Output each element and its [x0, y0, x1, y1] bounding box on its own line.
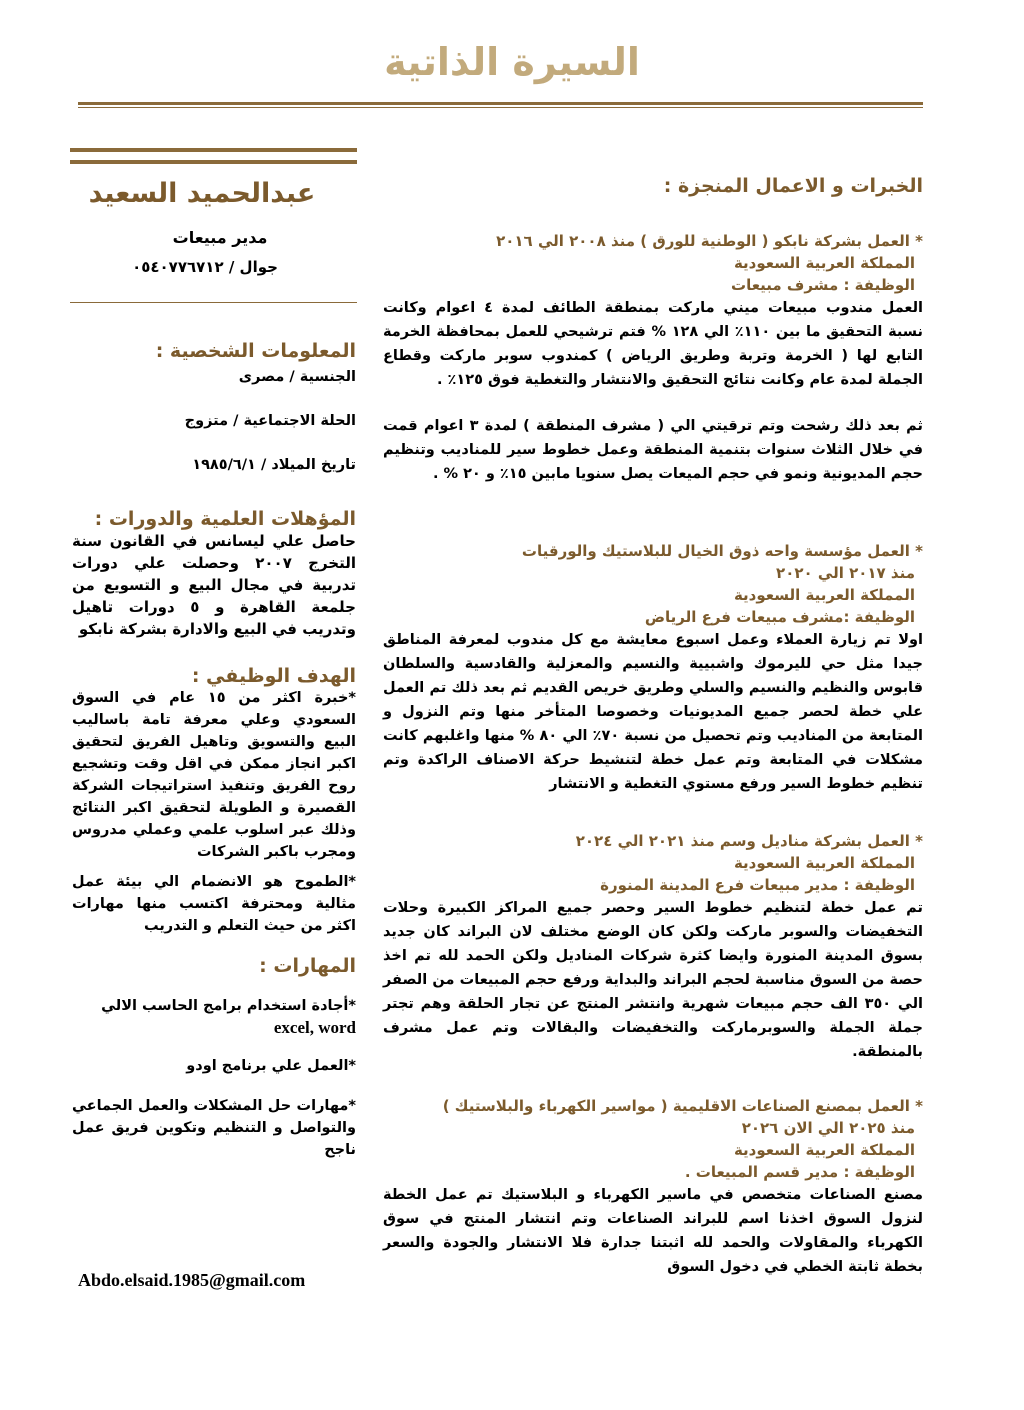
page-title: السيرة الذاتية — [384, 40, 640, 84]
skill-item: *أجادة استخدام برامج الحاسب الالي — [101, 998, 356, 1014]
objective-paragraph: *الطموح هو الانضمام الي بيئة عمل مثالية ومحترفة اكتسب منها مهارات اكثر من حيث التعلم و التدريب — [72, 874, 356, 934]
job-description: اولا تم زيارة العملاء وعمل اسبوع معايشة مع كل مندوب لمعرفة المناطق جيدا مثل حي لليرموك واشبيية والنسيم والمعزلية والقادسية والسلطان قابوس والنظيم والنسيم والسلي وطريق خريص القديم ثم بعد ذلك تم العمل علي خطة لحصر جميع المديونيات وخصوصا المتأخر منها وتم النزول و المتابعة من المناديب وتم تحصيل من نسبة ٧٠٪ الي ٨٠ % منها واغلبهم كانت مشكلات في المتابعة وتم عمل خطة لتنشيط حركة الاصناف الراكدة وتم تنظيم خطوط السير ورفع مستوي التغطية و الانتشار — [383, 632, 923, 792]
job-role: الوظيفة : مدير مبيعات فرع المدينة المنورة — [600, 876, 915, 894]
job-description: العمل مندوب مبيعات ميني ماركت بمنطقة الطائف لمدة ٤ اعوام وكانت نسبة التحقيق ما بين ١١٠٪ الي ١٢٨ % فتم ترشيحي للعمل بمحافظة الخرمة التابع لها ( الخرمة وتربة وطريق الرياض ) كمندوب سوبر ماركت وقطاع الجملة لمدة عام وكانت نتائج التحقيق والانتشار والتغطية فوق ١٢٥٪ . — [383, 300, 924, 388]
sidebar-divider — [70, 302, 357, 303]
objective-paragraph: *خبرة اكثر من ١٥ عام في السوق السعودي وعلي معرفة تامة باساليب البيع والتسويق وتاهيل الفريق لتحقيق اكبر انجاز ممكن في اقل وقت وتشجيع روح الفريق وتنفيذ استراتيجات الشركة القصيرة و الطويلة لتحقيق اكبر النتائج وذلك عبر اسلوب علمي وعملي مدروس ومجرب باكبر الشركات — [72, 690, 357, 860]
job-header: * العمل بشركة نابكو ( الوطنية للورق ) منذ ٢٠٠٨ الي ٢٠١٦ — [496, 232, 923, 250]
marital-status: الحلة الاجتماعية / متزوج — [184, 413, 356, 429]
sidebar-divider — [70, 160, 357, 164]
job-country: المملكة العربية السعودية — [733, 586, 915, 604]
candidate-job-title: مدير مبيعات — [172, 228, 268, 247]
job-entry — [383, 830, 923, 1064]
section-heading: المعلومات الشخصية : — [155, 340, 356, 362]
title-divider — [78, 102, 923, 105]
job-description: مصنع الصناعات متخصص في ماسير الكهرباء و البلاستيك تم عمل الخطة لنزول السوق اخذنا اسم للبراند الصناعات وتم انتشار المنتج في سوق الكهرباء والمقاولات والحمد لله اثبتنا جدارة فلا الانتشار والجودة والسعر بخطة ثابتة الخطي في دخول السوق — [383, 1187, 923, 1275]
job-description: تم عمل خطة لتنظيم خطوط السير وحصر جميع المراكز الكبيرة وحلات التخفيضات والسوبر ماركت ولكن كان الوضع مختلف لان البراند كان جديد بسوق المدينة المنورة وايضا كثرة شركات المناديل ولكن الحمد لله تم اخذ حصة من السوق مناسبة لحجم البراند والبداية ورفع حجم المبيعات من الصفر الي ٣٥٠ الف حجم مبيعات شهرية وانتشر المنتج عن تجار الحلقة وهم تجتر جملة الجملة والسوبرماركت والتخفيضات والبقالات وتم عمل مشرف بالمنطقة. — [383, 900, 923, 1060]
personal-info-section — [72, 340, 356, 476]
sidebar-divider — [70, 148, 357, 152]
section-heading: الهدف الوظيفي : — [191, 665, 356, 687]
job-period: منذ ٢٠١٧ الي ٢٠٢٠ — [776, 564, 915, 582]
experience-heading: الخبرات و الاعمال المنجزة : — [663, 175, 923, 197]
job-role: الوظيفة : مشرف مبيعات — [731, 276, 915, 294]
skills-section — [72, 955, 356, 1161]
title-divider-thin — [78, 107, 923, 108]
birth-date: تاريخ الميلاد / ١٩٨٥/٦/١ — [192, 457, 356, 473]
candidate-phone: جوال / ٠٥٤٠٧٧٦٧١٢ — [132, 258, 278, 276]
nationality: الجنسية / مصرى — [238, 369, 356, 385]
job-description: ثم بعد ذلك رشحت وتم ترقيتي الي ( مشرف المنطقة ) لمدة ٣ اعوام قمت في خلال الثلاث سنوات بتنمية المنطقة وعمل خطوط سير للمناديب وتنظيم حجم المديونية ونمو في حجم الميعات يصل سنويا مابين ١٥٪ و ٢٠ % . — [383, 418, 923, 482]
job-entry — [383, 1095, 923, 1279]
job-header: * العمل بشركة مناديل وسم منذ ٢٠٢١ الي ٢٠٢٤ — [575, 832, 923, 850]
job-role: الوظيفة : مدير قسم المبيعات . — [684, 1163, 915, 1181]
job-country: المملكة العربية السعودية — [733, 854, 915, 872]
job-header: * العمل مؤسسة واحه ذوق الخيال للبلاستيك والورقيات — [521, 542, 923, 560]
job-header: * العمل بمصنع الصناعات الاقليمية ( مواسير الكهرباء والبلاستيك ) — [442, 1097, 923, 1115]
job-entry — [383, 230, 924, 486]
education-text: حاصل علي ليسانس في القانون سنة التخرج ٢٠٠٧ وحصلت علي دورات تدربية في مجال البيع و التسويع من جلمعة القاهرة و ٥ دورات تاهيل وتدريب في البيع والادارة بشركة نابكو — [72, 532, 357, 638]
education-section — [72, 508, 356, 640]
job-period: منذ ٢٠٢٥ الي الان ٢٠٢٦ — [741, 1119, 915, 1137]
email-link[interactable]: Abdo.elsaid.1985@gmail.com — [78, 1270, 306, 1290]
job-role: الوظيفة :مشرف مبيعات فرع الرياض — [644, 608, 915, 626]
job-country: المملكة العربية السعودية — [733, 254, 915, 272]
skill-item: *العمل علي برنامج اودو — [186, 1058, 356, 1074]
section-heading: المهارات : — [259, 955, 356, 977]
job-entry — [383, 540, 923, 796]
section-heading: المؤهلات العلمية والدورات : — [94, 508, 356, 530]
candidate-name: عبدالحميد السعيد — [88, 178, 316, 209]
objective-section — [72, 665, 356, 937]
job-country: المملكة العربية السعودية — [733, 1141, 915, 1159]
skill-item: *مهارات حل المشكلات والعمل الجماعي والتواصل و التنظيم وتكوين فريق عمل ناجح — [72, 1098, 356, 1158]
skill-extra: excel, word — [273, 1018, 356, 1037]
